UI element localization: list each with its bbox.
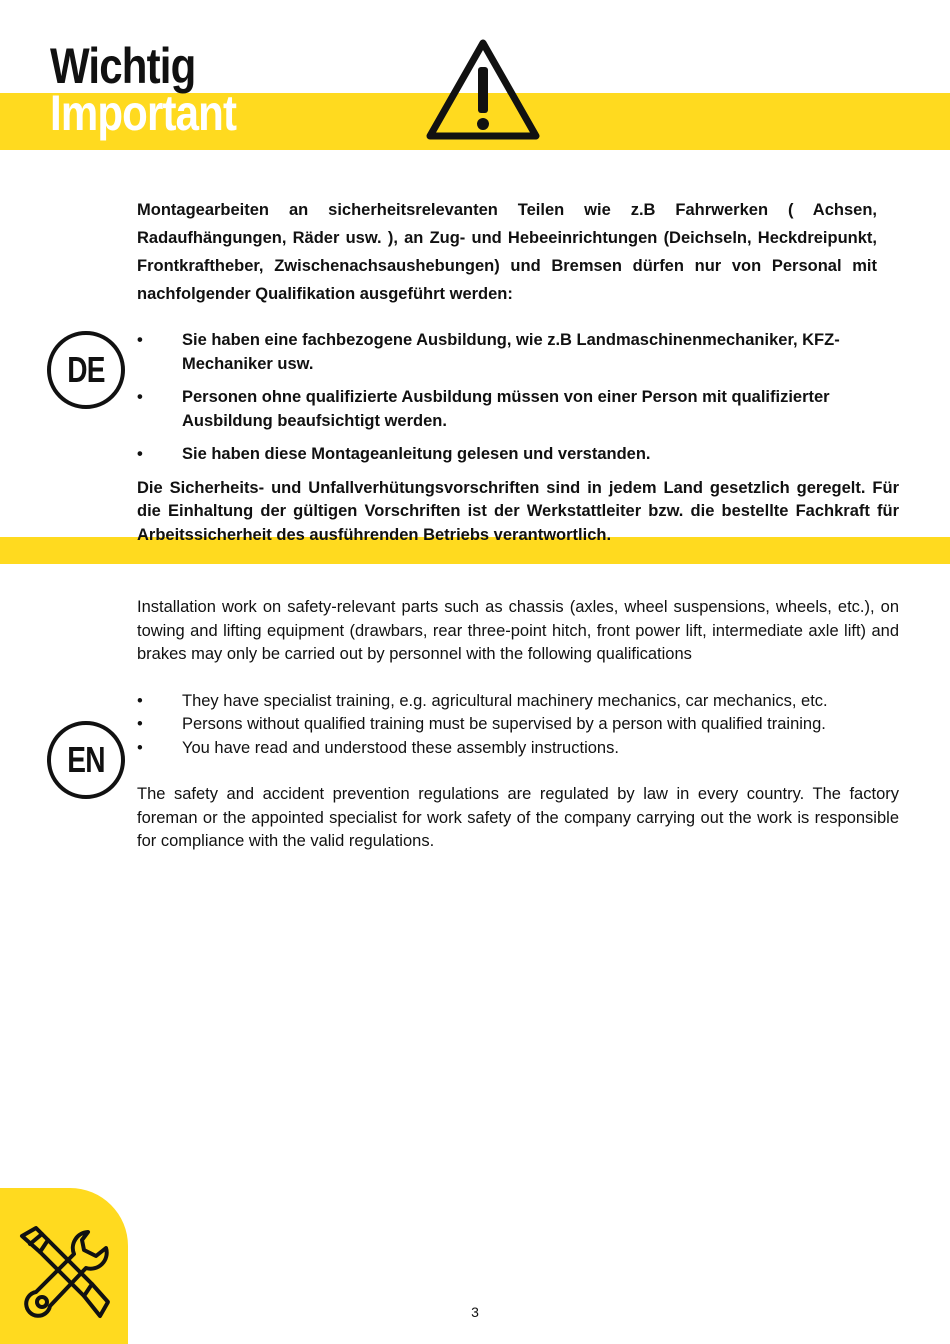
- german-intro-paragraph: Montagearbeiten an sicherheitsrelevanten Teilen wie z.B Fahrwerken ( Achsen, Radaufhängungen, Räder usw. ), an Zug- und Hebeeinrichtungen (Deichseln, Heckdreipunkt, Frontkraftheber, Zwischenachsaushebungen) und Bremsen dürfen nur von Personal mit nachfolgender Qualifikation ausgeführt werden:: [137, 201, 877, 303]
- title-english: Important: [50, 85, 237, 141]
- list-item: • Personen ohne qualifizierte Ausbildung müssen von einer Person mit qualifizierter Ausbildung beaufsichtigt werden.: [137, 386, 857, 433]
- title-german: Wichtig: [50, 38, 196, 94]
- german-section: [137, 196, 899, 547]
- warning-triangle-icon: [424, 37, 542, 143]
- english-intro-paragraph: Installation work on safety-relevant parts such as chassis (axles, wheel suspensions, wheels, etc.), on towing and lifting equipment (drawbars, rear three-point hitch, front power lift, intermediate axle lift) and brakes may only be carried out by personnel with the following qualifications: [137, 598, 899, 663]
- language-badge-de: [47, 331, 125, 409]
- language-badge-en: [47, 721, 125, 799]
- english-section: [137, 596, 899, 854]
- list-item: • Sie haben eine fachbezogene Ausbildung, wie z.B Landmaschinenmechaniker, KFZ-Mechaniker usw.: [137, 329, 857, 376]
- list-item: • You have read and understood these assembly instructions.: [137, 737, 899, 761]
- tools-icon: [14, 1222, 114, 1322]
- language-badge-en-label: EN: [67, 739, 105, 780]
- list-item: • They have specialist training, e.g. agricultural machinery mechanics, car mechanics, etc.: [137, 690, 899, 714]
- list-item: • Sie haben diese Montageanleitung gelesen und verstanden.: [137, 443, 857, 467]
- list-item: • Persons without qualified training must be supervised by a person with qualified training.: [137, 713, 899, 737]
- page-number: 3: [471, 1304, 479, 1320]
- german-qualification-list: [137, 329, 857, 467]
- english-qualification-list: [137, 690, 899, 761]
- english-outro-paragraph: The safety and accident prevention regulations are regulated by law in every country. The factory foreman or the appointed specialist for work safety of the company carrying out the work is responsible for compliance with the valid regulations.: [137, 785, 899, 850]
- german-outro-paragraph: Die Sicherheits- und Unfallverhütungsvorschriften sind in jedem Land gesetzlich geregelt. Für die Einhaltung der gültigen Vorschriften ist der Werkstattleiter bzw. die bestellte Fachkraft für Arbeitssicherheit des ausführenden Betriebs verantwortlich.: [137, 478, 899, 544]
- language-badge-de-label: DE: [67, 349, 105, 390]
